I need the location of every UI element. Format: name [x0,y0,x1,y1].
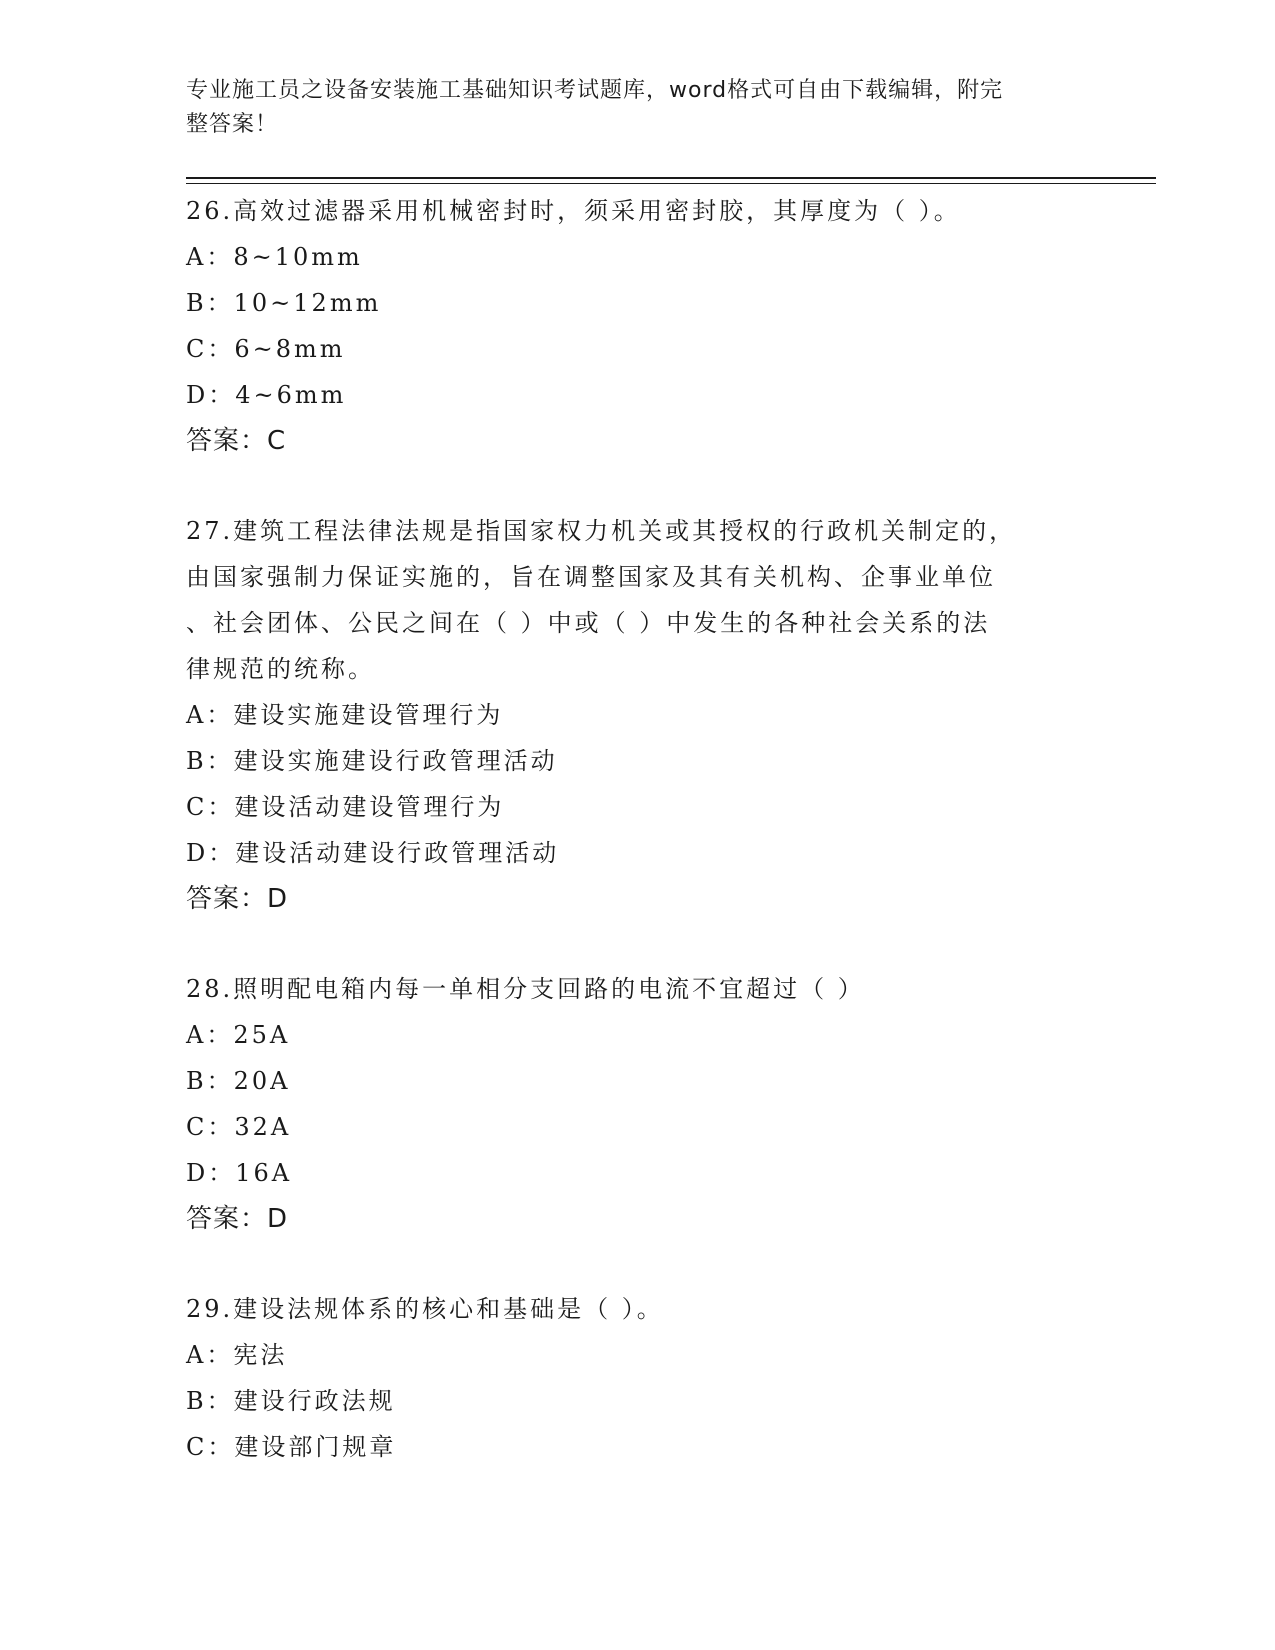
option-a: A：建设实施建设管理行为 [186,701,504,729]
document-header [186,74,1066,142]
question-spacer [186,922,1086,966]
option-c: C：建设部门规章 [186,1433,397,1461]
option-b: B：建设行政法规 [186,1387,396,1415]
header-line-2: 整答案！ [186,112,279,137]
question-stem: 由国家强制力保证实施的，旨在调整国家及其有关机构、企事业单位 [186,563,996,591]
option-d: D：16A [186,1159,293,1187]
question-list [186,188,1086,1470]
option-a: A：25A [186,1021,291,1049]
question-29 [186,1286,1086,1470]
header-line-1: 专业施工员之设备安装施工基础知识考试题库，word格式可自由下载编辑，附完 [186,78,1004,103]
option-c: C：建设活动建设管理行为 [186,793,505,821]
answer-label: 答案：D [186,1204,289,1234]
question-stem: 26.高效过滤器采用机械密封时，须采用密封胶，其厚度为（ ）。 [186,197,961,225]
option-a: A：8~10mm [186,243,363,271]
question-stem: 28.照明配电箱内每一单相分支回路的电流不宜超过（ ） [186,975,865,1003]
question-stem: 律规范的统称。 [186,655,375,683]
question-stem: 29.建设法规体系的核心和基础是（ ）。 [186,1295,664,1323]
question-27 [186,508,1086,922]
question-spacer [186,1242,1086,1286]
option-b: B：建设实施建设行政管理活动 [186,747,558,775]
option-c: C：6~8mm [186,335,346,363]
question-stem: 、社会团体、公民之间在（ ）中或（ ）中发生的各种社会关系的法 [186,609,991,637]
question-spacer [186,464,1086,508]
option-c: C：32A [186,1113,292,1141]
question-28 [186,966,1086,1242]
option-a: A：宪法 [186,1341,288,1369]
option-b: B：10~12mm [186,289,382,317]
question-stem: 27.建筑工程法律法规是指国家权力机关或其授权的行政机关制定的， [186,517,1017,545]
answer-label: 答案：C [186,426,287,456]
header-divider-thick [186,177,1156,179]
option-d: D：建设活动建设行政管理活动 [186,839,560,867]
answer-label: 答案：D [186,884,289,914]
option-b: B：20A [186,1067,291,1095]
header-divider-thin [186,183,1156,184]
option-d: D：4~6mm [186,381,347,409]
question-26 [186,188,1086,464]
